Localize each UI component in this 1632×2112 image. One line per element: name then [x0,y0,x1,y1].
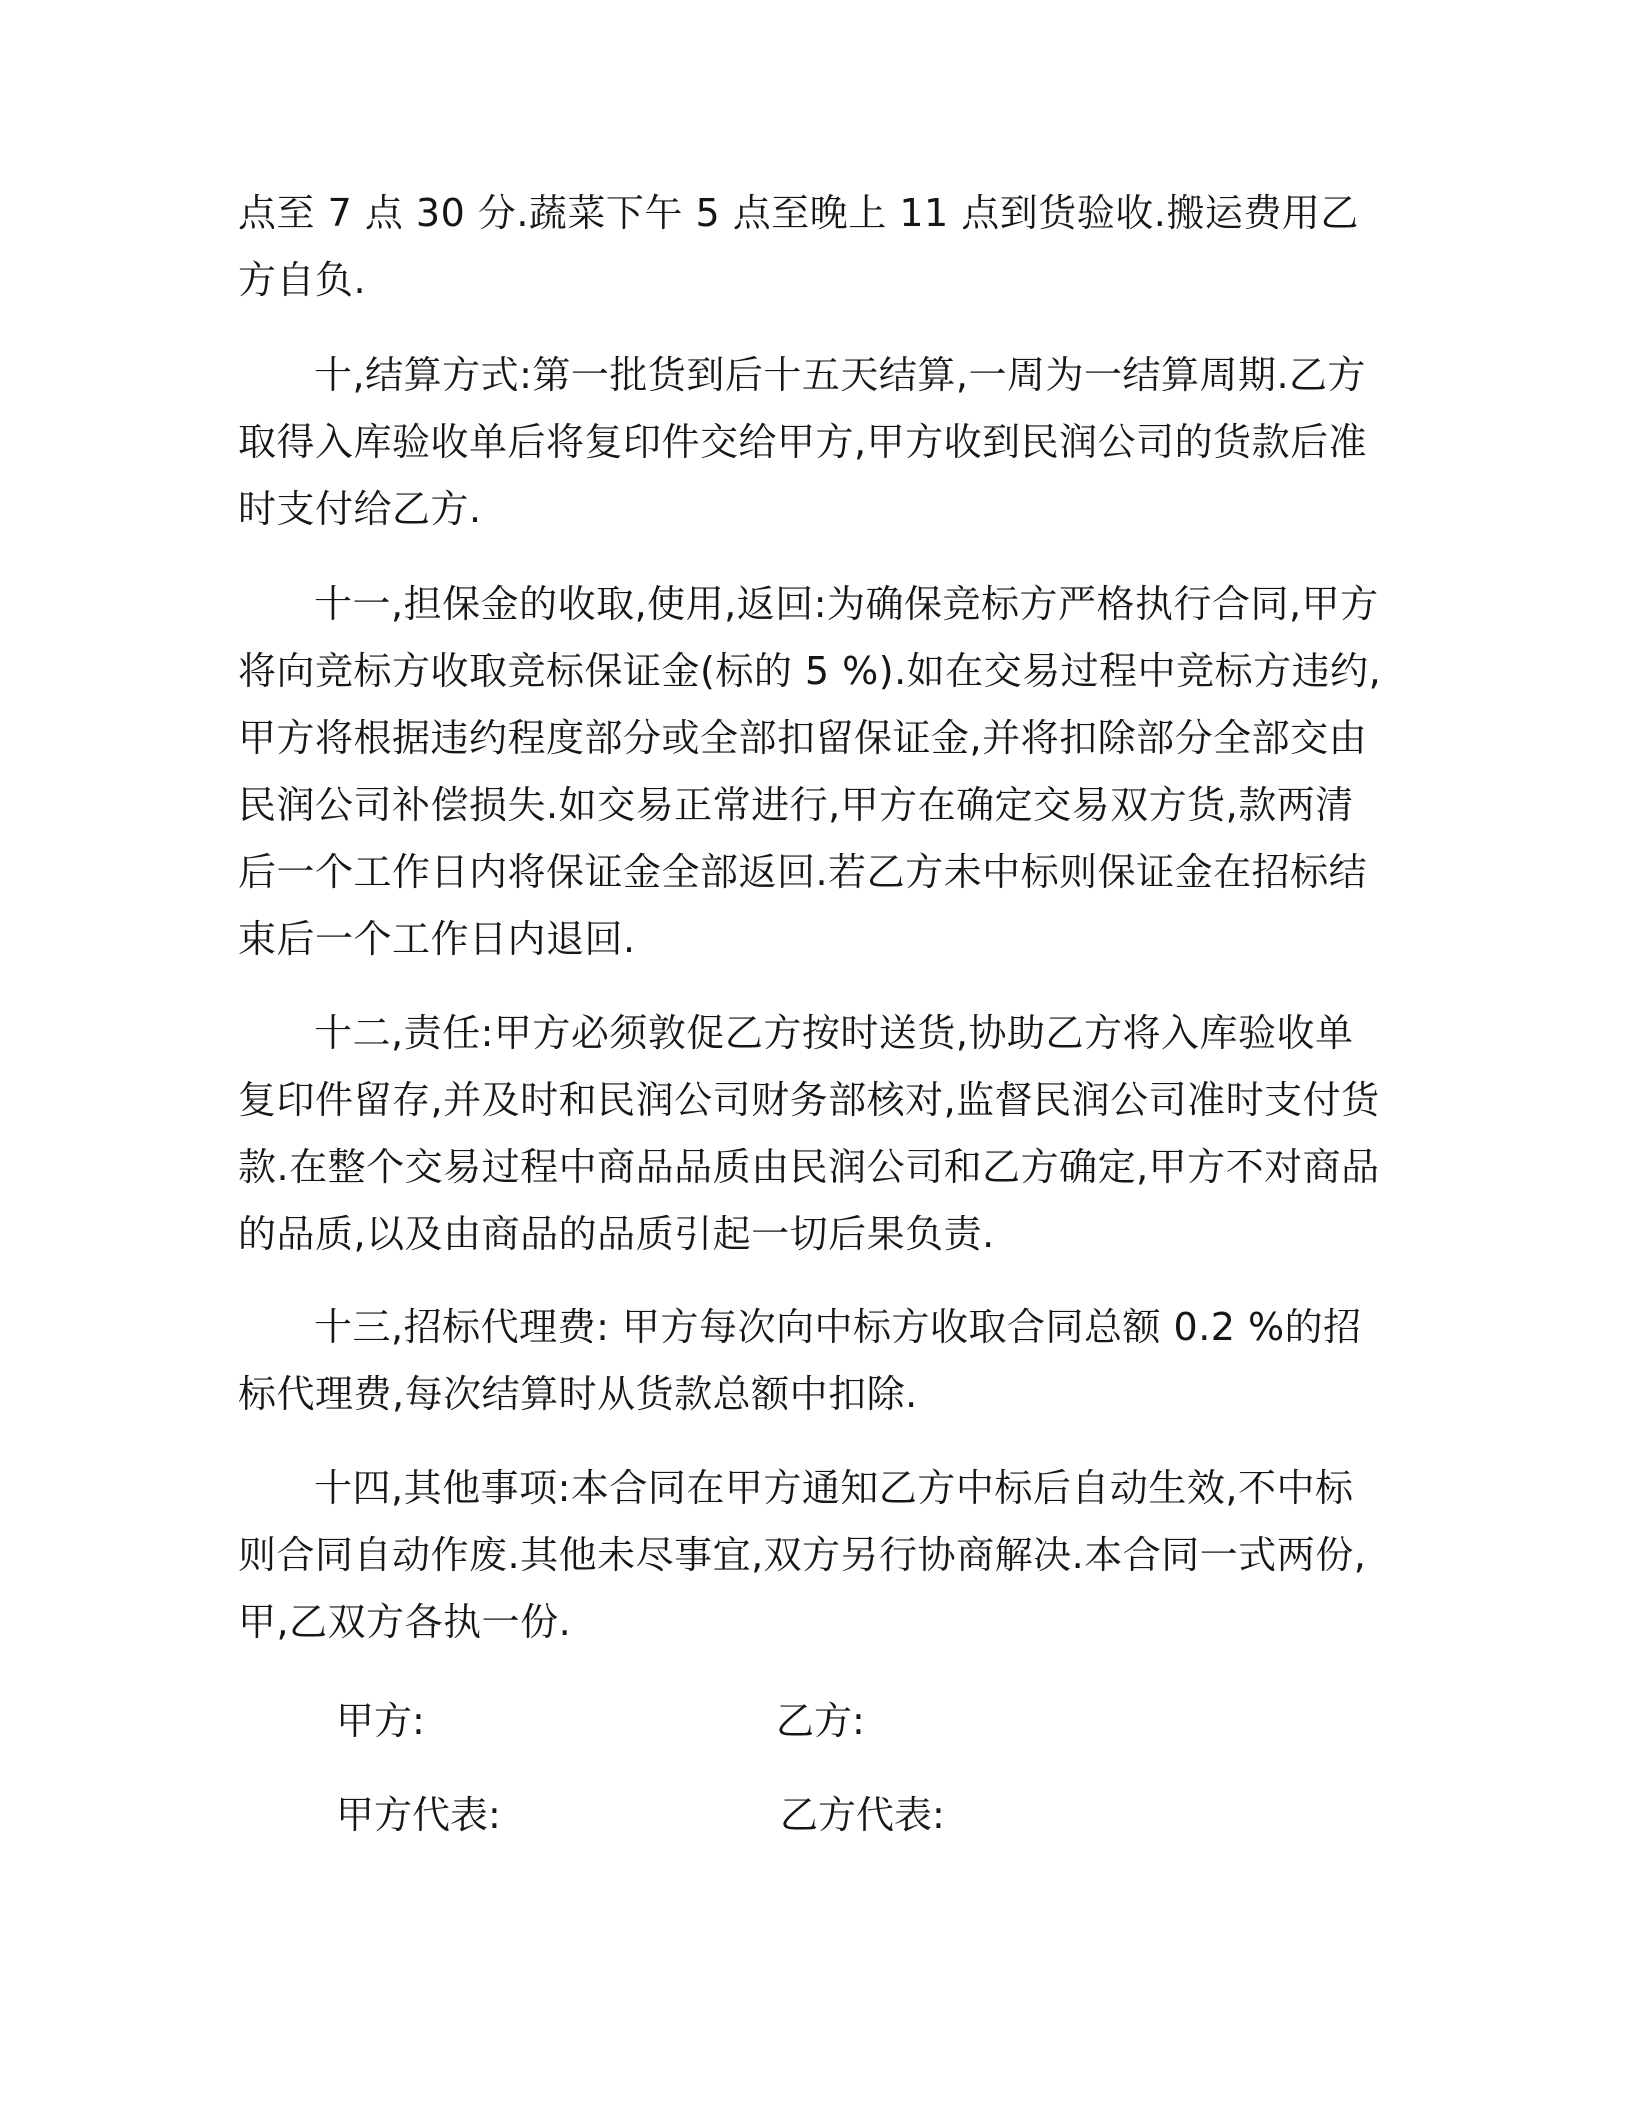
paragraph-agency-fee: 十三,招标代理费: 甲方每次向中标方收取合同总额 0.2 %的招标代理费,每次结算时从货款总额中扣除. [238,1305,1362,1416]
paragraph-guarantee-deposit: 十一,担保金的收取,使用,返回:为确保竞标方严格执行合同,甲方将向竞标方收取竞标保证金(标的 5 %).如在交易过程中竞标方违约,甲方将根据违约程度部分或全部扣留保证金,并将扣除部分全部交由民润公司补偿损失.如交易正常进行,甲方在确定交易双方货,款两清后一个工作日内将保证金全部返回.若乙方未中标则保证金在招标结束后一个工作日内退回. [238,582,1382,961]
signature-party-b-representative-label: 乙方代表: [780,1793,945,1837]
paragraph-settlement-method: 十,结算方式:第一批货到后十五天结算,一周为一结算周期.乙方取得入库验收单后将复印件交给甲方,甲方收到民润公司的货款后准时支付给乙方. [238,353,1368,531]
paragraph-other-matters: 十四,其他事项:本合同在甲方通知乙方中标后自动生效,不中标则合同自动作废.其他未尽事宜,双方另行协商解决.本合同一式两份,甲,乙双方各执一份. [238,1466,1367,1644]
paragraph-responsibility: 十二,责任:甲方必须敦促乙方按时送货,协助乙方将入库验收单复印件留存,并及时和民润公司财务部核对,监督民润公司准时支付货款.在整个交易过程中商品品质由民润公司和乙方确定,甲方不对商品的品质,以及由商品的品质引起一切后果负责. [238,1011,1380,1256]
paragraph-delivery-continued: 点至 7 点 30 分.蔬菜下午 5 点至晚上 11 点到货验收.搬运费用乙方自负. [238,191,1359,302]
signature-party-a-label: 甲方: [336,1699,425,1743]
signature-party-a-representative-label: 甲方代表: [336,1793,501,1837]
signature-party-b-label: 乙方: [776,1699,865,1743]
